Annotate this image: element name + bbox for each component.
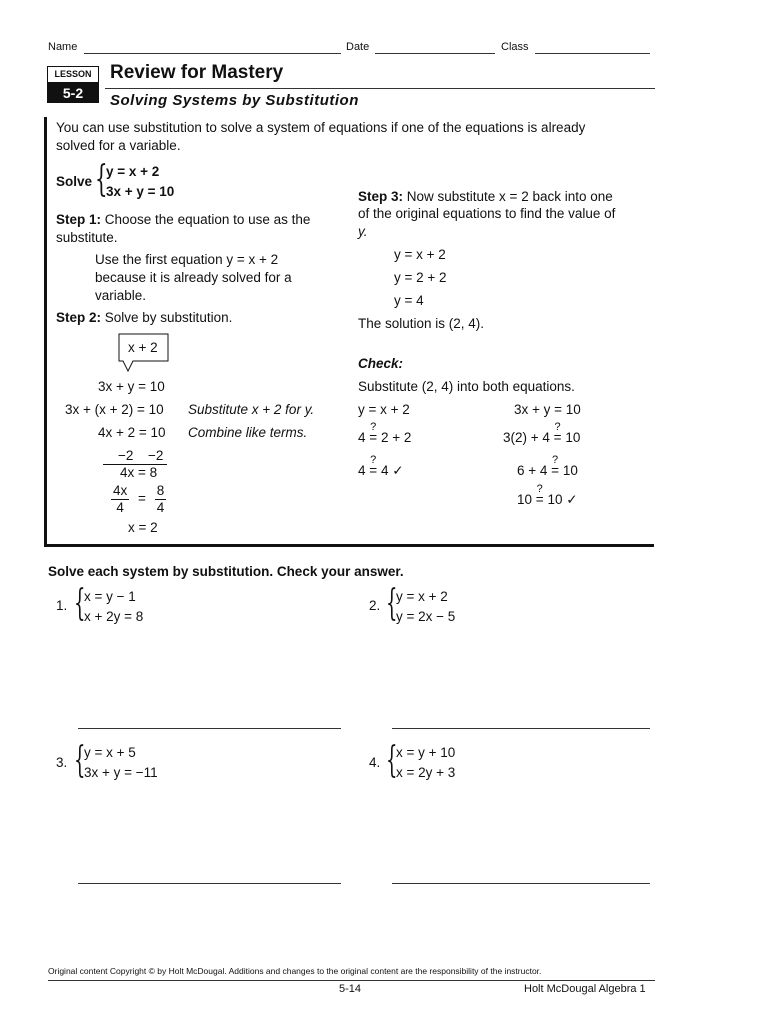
example-box-left-border — [44, 117, 47, 547]
problem-4-eq-2: x = 2y + 3 — [396, 765, 456, 780]
system-eq-1: y = x + 2 — [106, 164, 160, 179]
step1-label: Step 1: — [56, 212, 102, 227]
frac-left-num: 4x — [113, 483, 128, 498]
step1-detail-3: variable. — [95, 288, 147, 303]
work-line-7: x = 2 — [128, 520, 158, 535]
frac-left-den: 4 — [116, 500, 124, 515]
page-title: Review for Mastery — [110, 62, 284, 83]
footer-copyright: Original content Copyright © by Holt McDougal. Additions and changes to the original content are the responsibility of the instructor. — [48, 966, 542, 976]
problem-3-number: 3. — [56, 755, 68, 770]
class-label: Class — [501, 41, 529, 53]
step2-text: Solve by substitution. — [101, 310, 233, 325]
check-left-line-1: y = x + 2 — [358, 402, 410, 417]
question-mark: ? — [552, 454, 559, 466]
check-left-line-2: 4 ? = 2 + 2 — [358, 421, 412, 445]
problem-3-brace: { — [74, 740, 86, 781]
step2-label: Step 2: — [56, 310, 102, 325]
name-field[interactable] — [84, 53, 341, 54]
frac-right-den: 4 — [156, 500, 165, 515]
callout-text: x + 2 — [128, 340, 158, 355]
problem-4-eq-1: x = y + 10 — [396, 745, 456, 760]
footer-book: Holt McDougal Algebra 1 — [524, 983, 646, 995]
intro-line-1: You can use substitution to solve a system of equations if one of the equations is already — [56, 120, 586, 135]
system-eq-2: 3x + y = 10 — [106, 184, 175, 199]
problem-2-number: 2. — [369, 598, 381, 613]
work-fraction — [111, 483, 166, 516]
lesson-badge-number: 5-2 — [47, 83, 99, 103]
check-right-line-4: 10 ? = 10 ✓ — [517, 483, 578, 507]
check-right-line-3: 6 + 4 ? = 10 — [517, 454, 578, 478]
exercise-instruction: Solve each system by substitution. Check your answer. — [48, 564, 404, 579]
problem-4-answer-line[interactable] — [392, 883, 650, 884]
step1-detail-1: Use the first equation y = x + 2 — [95, 252, 279, 267]
date-field[interactable] — [375, 53, 495, 54]
problem-2-eq-1: y = x + 2 — [396, 589, 448, 604]
check-right-line-2: 3(2) + 4 ? = 10 — [503, 421, 581, 445]
work-line-2: 3x + (x + 2) = 10 — [65, 402, 164, 417]
check-left-line-3: 4 ? = 4 ✓ — [358, 454, 404, 478]
step3-text-2: of the original equations to find the value of — [358, 206, 616, 221]
question-mark: ? — [536, 483, 543, 495]
check-right-line-1: 3x + y = 10 — [514, 402, 581, 417]
check-label: Check: — [358, 356, 404, 371]
problem-3-eq-1: y = x + 5 — [84, 745, 136, 760]
work-line-4a: −2 — [118, 448, 134, 463]
title-rule — [105, 88, 655, 89]
work-note-substitute: Substitute x + 2 for y. — [188, 402, 315, 417]
frac-right-num: 8 — [156, 483, 165, 498]
work-line-3: 4x + 2 = 10 — [98, 425, 166, 440]
question-mark: ? — [554, 421, 561, 433]
step3-text-1: Now substitute x = 2 back into one — [403, 189, 613, 204]
step3-line-3: y = 4 — [394, 293, 424, 308]
footer-page-number: 5-14 — [339, 983, 362, 995]
work-line-5: 4x = 8 — [120, 465, 158, 480]
intro-line-2: solved for a variable. — [56, 138, 181, 153]
step1-text-2: substitute. — [56, 230, 118, 245]
class-field[interactable] — [535, 53, 650, 54]
check-intro: Substitute (2, 4) into both equations. — [358, 379, 575, 394]
date-label: Date — [346, 41, 370, 53]
page-subtitle: Solving Systems by Substitution — [110, 92, 359, 109]
solve-label: Solve — [56, 174, 93, 189]
problem-4-number: 4. — [369, 755, 381, 770]
problem-1-answer-line[interactable] — [78, 728, 341, 729]
problem-1-eq-2: x + 2y = 8 — [84, 609, 144, 624]
step1-detail-2: because it is already solved for a — [95, 270, 292, 285]
footer-rule — [48, 980, 655, 981]
question-mark: ? — [370, 454, 377, 466]
step1-text-1: Choose the equation to use as the — [101, 212, 311, 227]
question-mark: ? — [370, 421, 377, 433]
step3-line-1: y = x + 2 — [394, 247, 446, 262]
frac-equals: = — [138, 491, 146, 507]
problem-1-brace: { — [74, 583, 86, 624]
name-label: Name — [48, 41, 78, 53]
problem-2-brace: { — [386, 583, 398, 624]
lesson-badge-label: LESSON — [47, 66, 99, 83]
problem-3-eq-2: 3x + y = −11 — [84, 765, 158, 780]
problem-3-answer-line[interactable] — [78, 883, 341, 884]
problem-1-eq-1: x = y − 1 — [84, 589, 136, 604]
step3-label: Step 3: — [358, 189, 404, 204]
example-box-bottom-border — [44, 544, 654, 547]
system-brace: { — [95, 159, 108, 200]
work-note-combine: Combine like terms. — [188, 425, 308, 440]
problem-2-answer-line[interactable] — [392, 728, 650, 729]
work-line-4b: −2 — [148, 448, 164, 463]
step3-line-2: y = 2 + 2 — [394, 270, 447, 285]
problem-2-eq-2: y = 2x − 5 — [396, 609, 456, 624]
solution-text: The solution is (2, 4). — [358, 316, 485, 331]
problem-1-number: 1. — [56, 598, 68, 613]
step3-text-3: y. — [358, 224, 368, 239]
problem-4-brace: { — [386, 740, 398, 781]
work-line-1: 3x + y = 10 — [98, 379, 165, 394]
